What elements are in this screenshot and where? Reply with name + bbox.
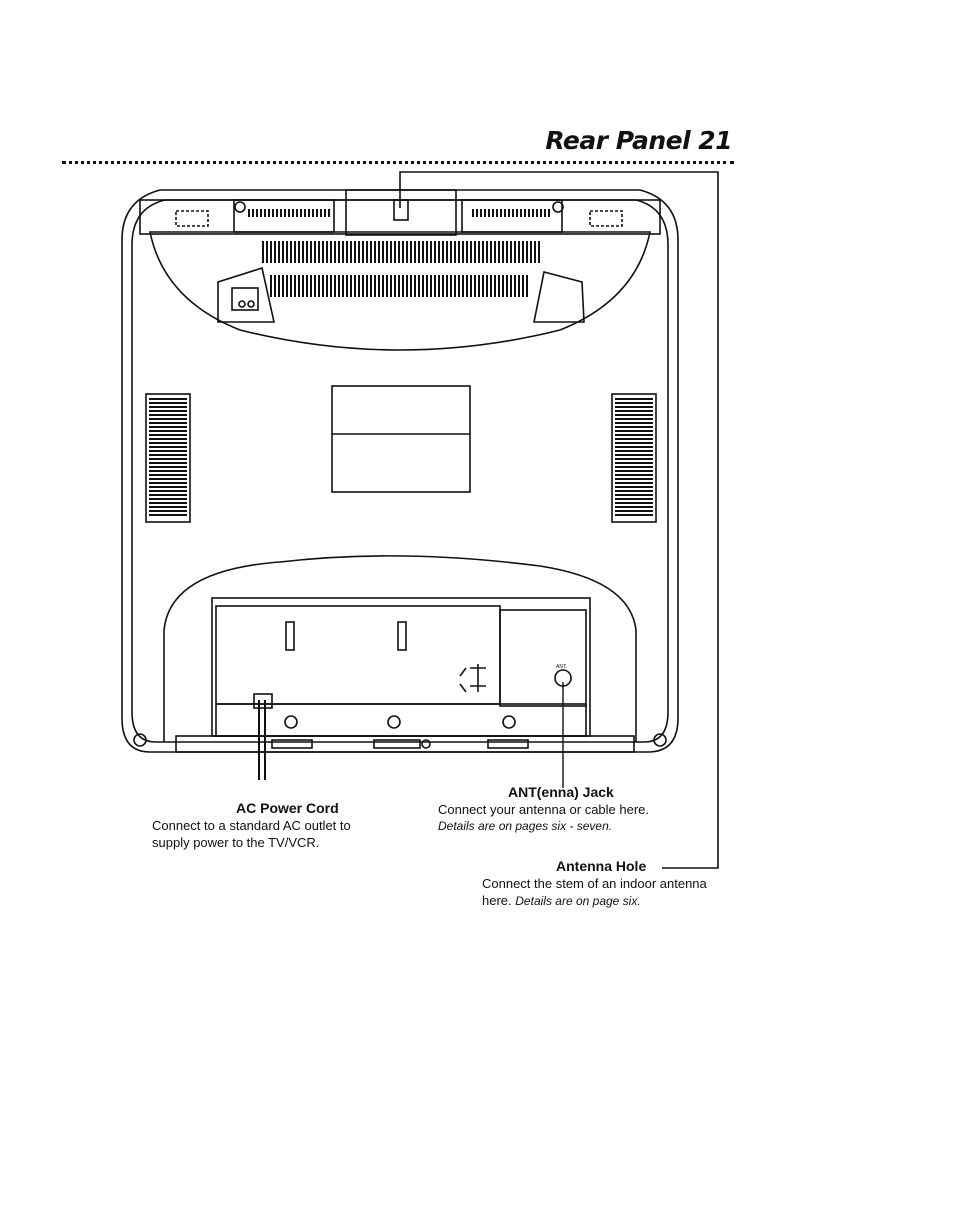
bottom-rail xyxy=(176,736,634,752)
right-slot xyxy=(590,211,622,226)
page-number: 21 xyxy=(698,126,732,155)
ac-power-cord xyxy=(259,700,265,780)
connector-bay xyxy=(212,598,590,736)
ac-power-desc-2: supply power to the TV/VCR. xyxy=(152,835,320,850)
left-foot xyxy=(218,268,274,322)
switch-symbol xyxy=(460,664,486,692)
left-foot-jack-pin-a xyxy=(239,301,245,307)
antenna-hole xyxy=(394,200,408,220)
left-foot-jack xyxy=(232,288,258,310)
connector-panel xyxy=(216,606,500,704)
ac-cord-grommet xyxy=(254,694,272,708)
slot-left xyxy=(286,622,294,650)
right-foot xyxy=(534,272,584,322)
antenna-hole-desc-1: Connect the stem of an indoor antenna xyxy=(482,876,707,891)
ant-jack-title: ANT(enna) Jack xyxy=(508,784,614,800)
ant-jack-desc: Connect your antenna or cable here. xyxy=(438,802,650,817)
antenna-hole-callout xyxy=(482,858,707,910)
ant-jack-panel xyxy=(500,610,586,706)
connector-screw-1 xyxy=(285,716,297,728)
top-left-screw xyxy=(235,202,245,212)
antenna-hole-here: here. xyxy=(482,893,512,908)
ant-jack-details: Details are on pages six - seven. xyxy=(438,819,613,833)
connector-screw-3 xyxy=(503,716,515,728)
antenna-hole-details: Details are on page six. xyxy=(515,894,641,908)
ant-jack-small-label: ANT. xyxy=(556,664,567,670)
lower-recess xyxy=(164,556,636,742)
handle-recess xyxy=(346,190,456,235)
ant-jack-callout xyxy=(438,784,649,835)
left-slot xyxy=(176,211,208,226)
connector-screw-2 xyxy=(388,716,400,728)
ac-power-title: AC Power Cord xyxy=(236,800,339,816)
antenna-hole-title: Antenna Hole xyxy=(556,858,647,874)
ac-power-callout xyxy=(152,800,351,851)
antenna-hole-desc-2 xyxy=(482,892,707,910)
housing-outline xyxy=(122,190,678,752)
left-foot-jack-pin-b xyxy=(248,301,254,307)
label-plate xyxy=(332,386,470,492)
page-title: Rear Panel xyxy=(545,126,691,155)
ac-power-desc-1: Connect to a standard AC outlet to xyxy=(152,818,351,833)
slot-right xyxy=(398,622,406,650)
